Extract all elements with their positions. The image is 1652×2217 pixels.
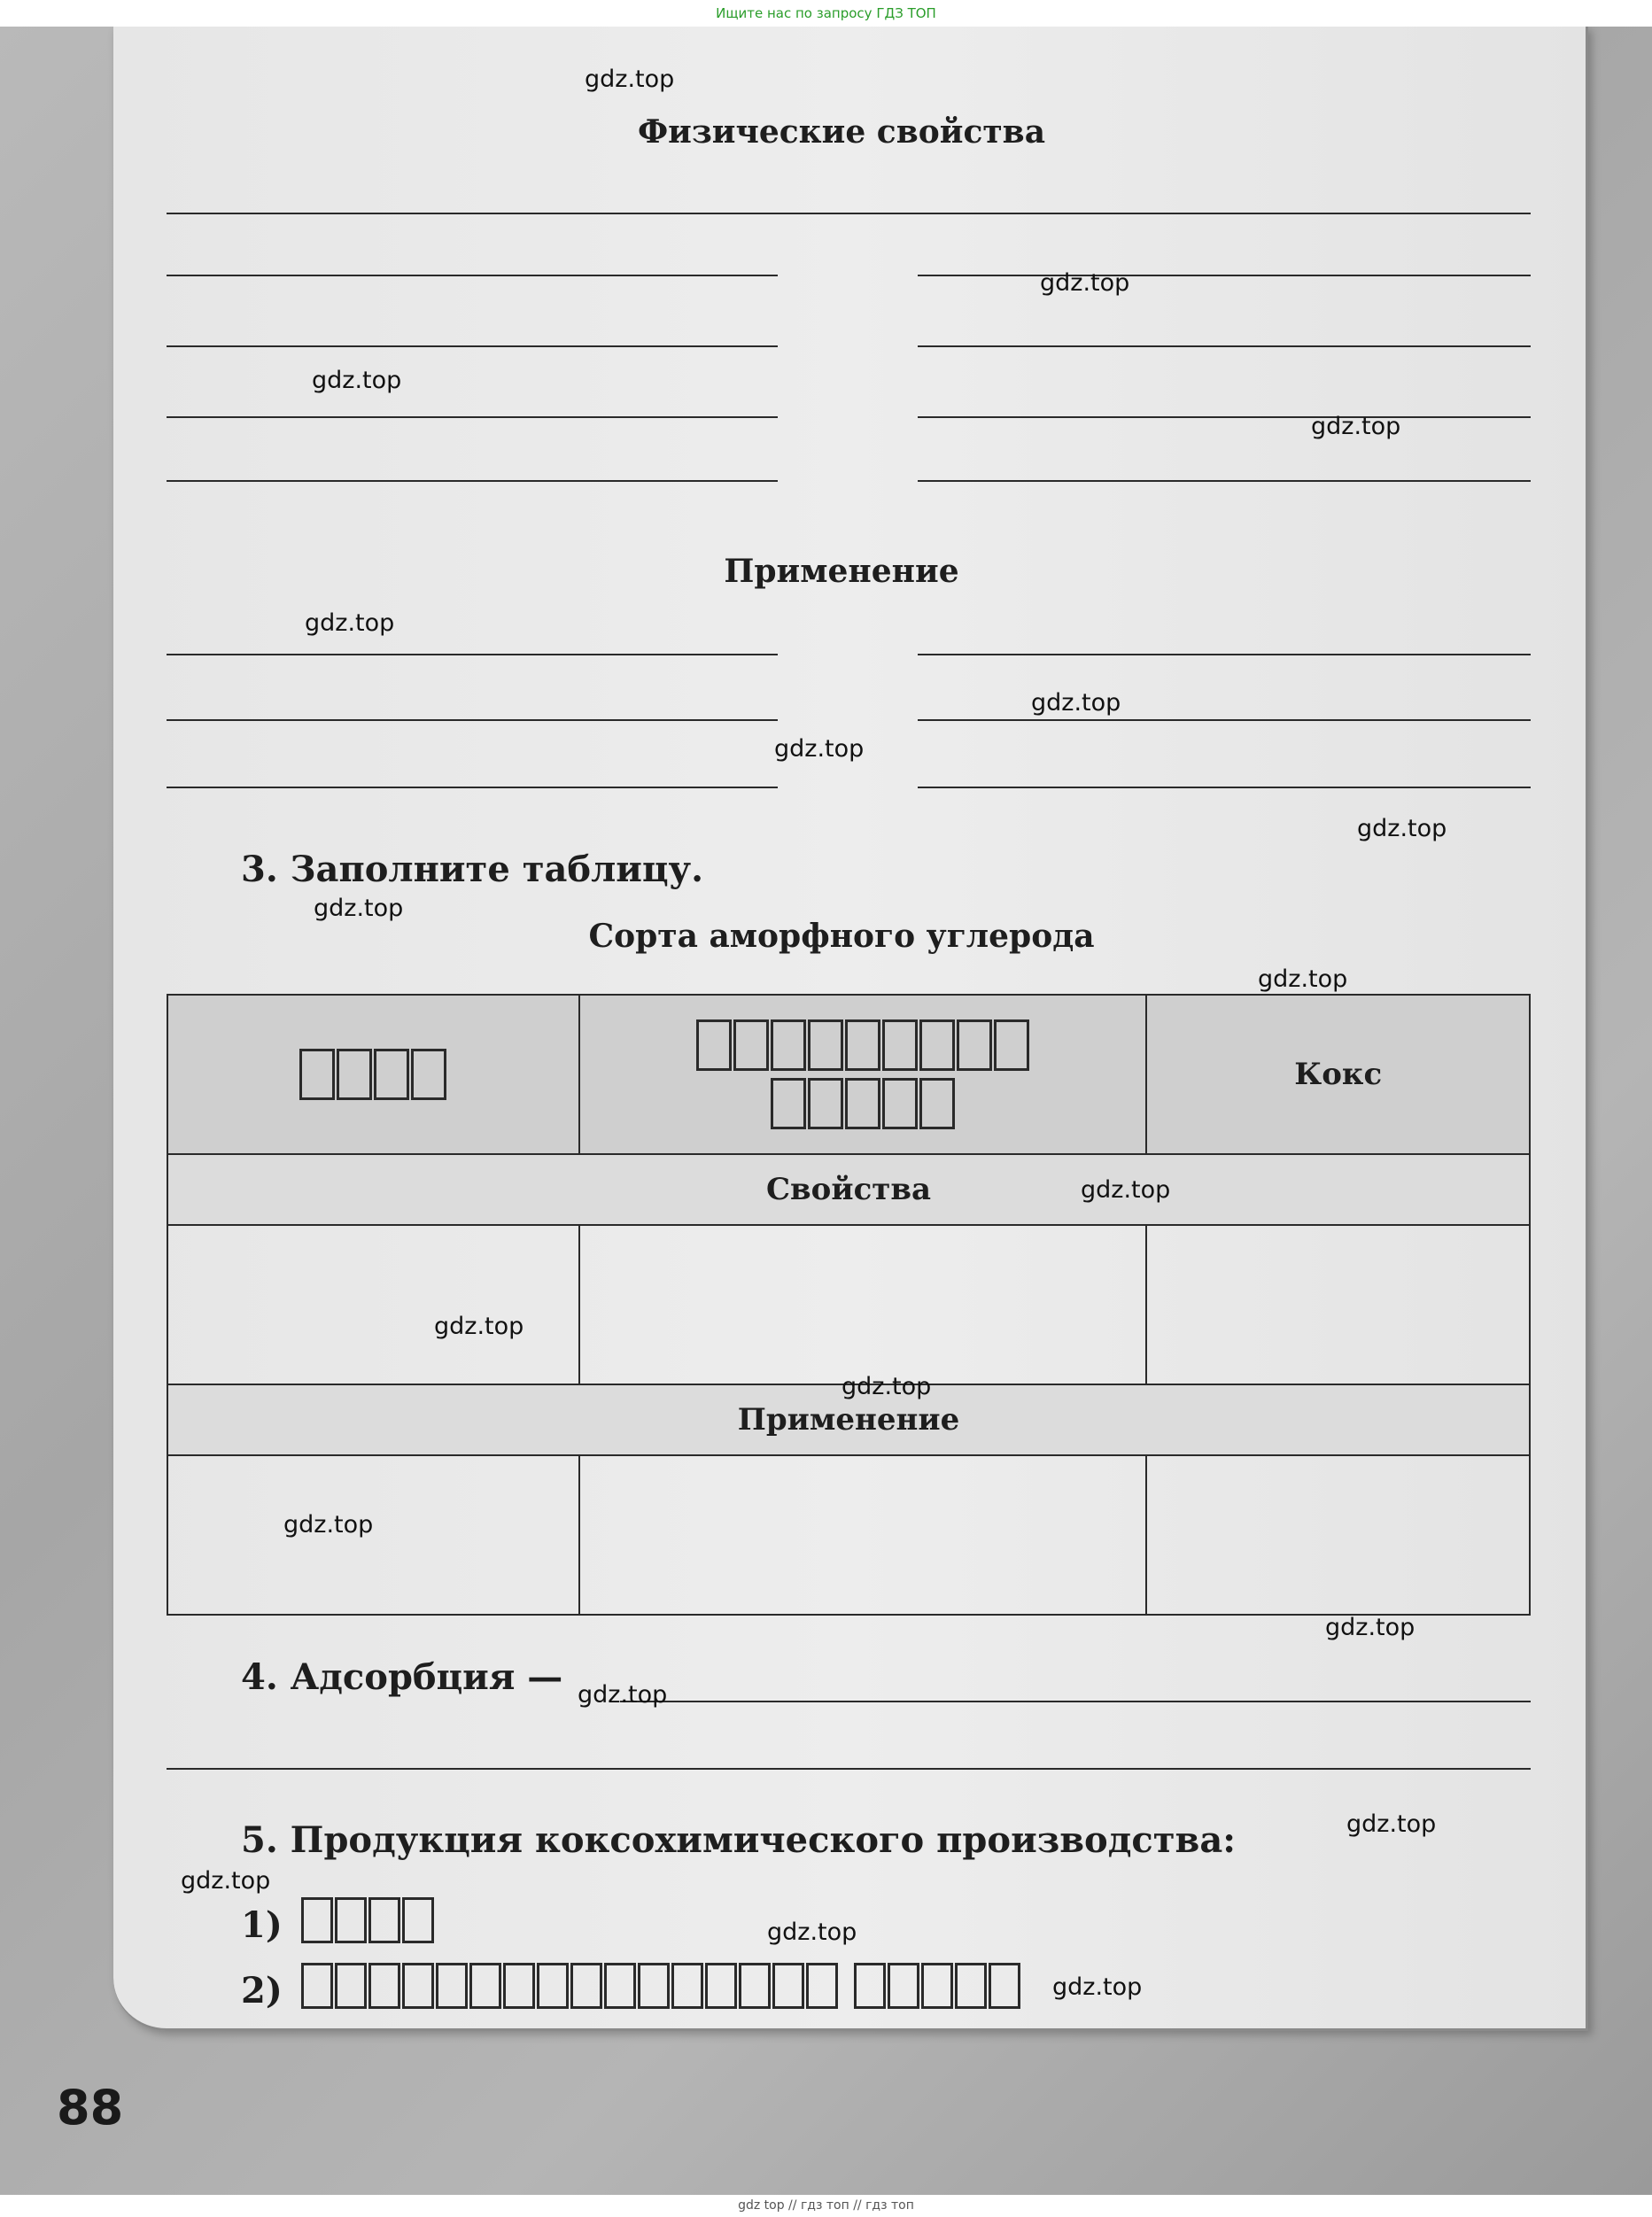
watermark: gdz.top (1325, 1614, 1415, 1641)
answer-line[interactable] (918, 480, 1531, 482)
letter-box[interactable] (845, 1019, 880, 1071)
answer-line[interactable] (918, 275, 1531, 276)
watermark: gdz.top (1346, 1810, 1437, 1838)
letter-box[interactable] (882, 1019, 918, 1071)
answer-line[interactable] (918, 416, 1531, 418)
watermark: gdz.top (305, 609, 395, 637)
answer-line[interactable] (167, 480, 778, 482)
watermark: gdz.top (585, 66, 675, 93)
section-physical-title: Физические свойства (637, 113, 1046, 151)
letter-box[interactable] (335, 1963, 367, 2009)
watermark: gdz.top (1311, 413, 1401, 440)
watermark: gdz.top (283, 1511, 374, 1539)
usage-cell[interactable] (579, 1455, 1147, 1615)
letter-box[interactable] (733, 1019, 769, 1071)
letter-box[interactable] (469, 1963, 501, 2009)
letter-box[interactable] (919, 1019, 955, 1071)
page-number: 88 (57, 2080, 124, 2136)
letter-box[interactable] (771, 1019, 806, 1071)
letter-box[interactable] (638, 1963, 670, 2009)
letter-box[interactable] (570, 1963, 602, 2009)
letter-boxes[interactable] (580, 1019, 1146, 1071)
letter-box[interactable] (402, 1897, 434, 1943)
letter-box[interactable] (989, 1963, 1020, 2009)
answer-line[interactable] (918, 719, 1531, 721)
letter-box[interactable] (919, 1078, 955, 1129)
bottom-banner-text: gdz top // гдз топ // гдз топ (738, 2198, 914, 2213)
letter-box[interactable] (771, 1078, 806, 1129)
letter-box[interactable] (402, 1963, 434, 2009)
table-title: Сорта аморфного углерода (588, 918, 1095, 955)
letter-box[interactable] (436, 1963, 468, 2009)
letter-box[interactable] (957, 1019, 992, 1071)
answer-line[interactable] (167, 1768, 1531, 1770)
letter-box[interactable] (337, 1049, 372, 1100)
letter-box[interactable] (411, 1049, 446, 1100)
usage-cell[interactable] (167, 1455, 579, 1615)
answer-line[interactable] (918, 787, 1531, 788)
letter-box[interactable] (705, 1963, 737, 2009)
task-3-label: 3. Заполните таблицу. (241, 849, 704, 890)
letter-box[interactable] (299, 1049, 335, 1100)
properties-cell[interactable] (167, 1225, 579, 1384)
letter-box[interactable] (772, 1963, 804, 2009)
letter-box[interactable] (503, 1963, 535, 2009)
letter-box[interactable] (604, 1963, 636, 2009)
letter-box[interactable] (845, 1078, 880, 1129)
letter-box[interactable] (808, 1019, 843, 1071)
watermark: gdz.top (774, 735, 865, 763)
watermark: gdz.top (314, 895, 404, 922)
watermark: gdz.top (1081, 1176, 1171, 1204)
task-5-item-2: 2) (241, 1970, 283, 2012)
letter-box[interactable] (696, 1019, 732, 1071)
letter-boxes[interactable] (580, 1078, 1146, 1129)
header-cell-coke: Кокс (1146, 995, 1530, 1154)
letter-box[interactable] (806, 1963, 838, 2009)
letter-boxes[interactable] (168, 1049, 578, 1100)
answer-line[interactable] (167, 654, 778, 655)
answer-line[interactable] (167, 719, 778, 721)
letter-box[interactable] (335, 1897, 367, 1943)
task-4-label: 4. Адсорбция — (241, 1656, 563, 1698)
letter-box[interactable] (301, 1963, 333, 2009)
answer-line[interactable] (167, 345, 778, 347)
properties-cell[interactable] (579, 1225, 1147, 1384)
letter-box[interactable] (921, 1963, 953, 2009)
header-cell-sort-2[interactable] (579, 995, 1147, 1154)
answer-line[interactable] (167, 787, 778, 788)
watermark: gdz.top (181, 1867, 271, 1895)
watermark: gdz.top (1040, 269, 1130, 297)
letter-box[interactable] (368, 1963, 400, 2009)
letter-box[interactable] (301, 1897, 333, 1943)
letter-boxes[interactable] (301, 1897, 434, 1943)
answer-line[interactable] (620, 1701, 1531, 1702)
answer-line[interactable] (918, 345, 1531, 347)
watermark: gdz.top (434, 1313, 524, 1340)
letter-box[interactable] (808, 1078, 843, 1129)
watermark: gdz.top (1031, 689, 1121, 717)
answer-line[interactable] (918, 654, 1531, 655)
properties-cell[interactable] (1146, 1225, 1530, 1384)
letter-box[interactable] (888, 1963, 919, 2009)
letter-box[interactable] (882, 1078, 918, 1129)
letter-box[interactable] (955, 1963, 987, 2009)
answer-line[interactable] (167, 416, 778, 418)
header-cell-sort-1[interactable] (167, 995, 579, 1154)
letter-box[interactable] (671, 1963, 703, 2009)
task-5-item-1: 1) (241, 1904, 283, 1946)
bottom-banner (0, 2195, 1652, 2217)
letter-box[interactable] (374, 1049, 409, 1100)
section-usage-title: Применение (724, 553, 959, 590)
watermark: gdz.top (1357, 815, 1447, 842)
properties-row-header: Свойства (167, 1154, 1530, 1225)
usage-row-header: Применение (167, 1384, 1530, 1455)
watermark: gdz.top (767, 1919, 857, 1946)
watermark: gdz.top (1052, 1973, 1143, 2001)
watermark: gdz.top (578, 1681, 668, 1709)
letter-box[interactable] (739, 1963, 771, 2009)
letter-boxes[interactable] (301, 1963, 1020, 2009)
watermark: gdz.top (1258, 965, 1348, 993)
letter-box[interactable] (994, 1019, 1029, 1071)
letter-box[interactable] (368, 1897, 400, 1943)
top-banner-text: Ищите нас по запросу ГДЗ ТОП (716, 5, 936, 21)
letter-box[interactable] (537, 1963, 569, 2009)
watermark: gdz.top (842, 1373, 932, 1400)
answer-line[interactable] (167, 213, 1531, 214)
top-banner (0, 0, 1652, 27)
usage-cell[interactable] (1146, 1455, 1530, 1615)
watermark: gdz.top (312, 367, 402, 394)
task-5-label: 5. Продукция коксохимического производства: (241, 1819, 1237, 1861)
answer-line[interactable] (167, 275, 778, 276)
letter-box[interactable] (854, 1963, 886, 2009)
